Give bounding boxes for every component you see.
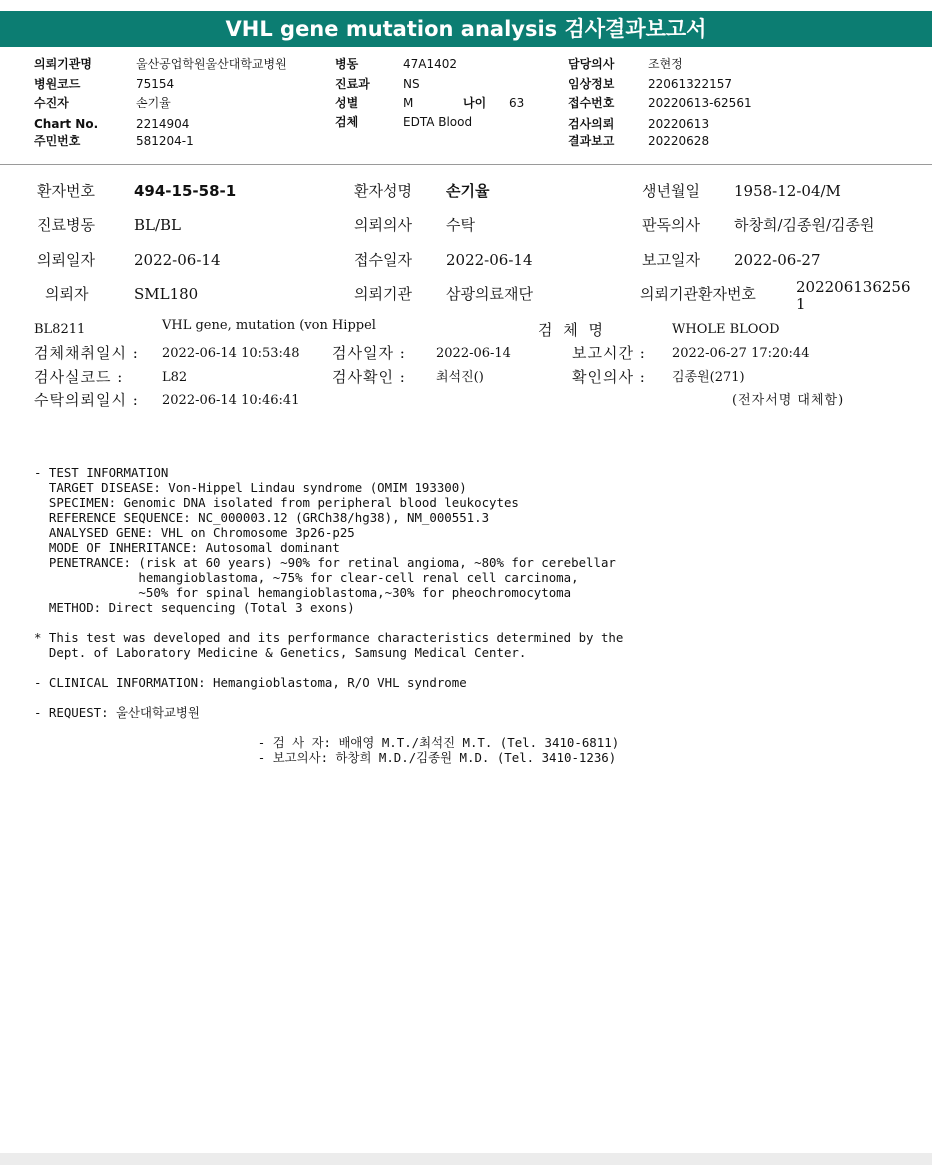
patient-label: 의뢰기관환자번호 — [640, 285, 756, 303]
hdr-label: 결과보고 — [568, 134, 615, 148]
reporttime-value: 2022-06-27 17:20:44 — [672, 346, 810, 361]
report-line: METHOD: Direct sequencing (Total 3 exons) — [34, 600, 355, 615]
patient-value: 1958-12-04/M — [734, 182, 841, 200]
collect-value: 2022-06-14 10:53:48 — [162, 346, 300, 361]
patient-value: 하창희/김종원/김종원 — [734, 216, 875, 234]
hdr-label: 병원코드 — [34, 77, 81, 91]
hdr-value: 2214904 — [136, 117, 190, 131]
report-title: VHL gene mutation analysis 검사결과보고서 — [0, 11, 932, 47]
testdate-label: 검사일자 : — [332, 344, 406, 362]
report-line: MODE OF INHERITANCE: Autosomal dominant — [34, 540, 340, 555]
confirm-label: 검사확인 : — [332, 368, 406, 386]
labcode-label: 검사실코드 : — [34, 368, 124, 386]
patient-label: 판독의사 — [642, 216, 700, 234]
hdr-value: 581204-1 — [136, 134, 194, 148]
hdr-label: 담당의사 — [568, 57, 615, 71]
report-line: - 보고의사: 하창희 M.D./김종원 M.D. (Tel. 3410-1236) — [34, 750, 617, 765]
patient-value: 2022-06-27 — [734, 251, 821, 269]
hdr-value: 손기율 — [136, 96, 171, 110]
report-line: - 검 사 자: 배애영 M.T./최석진 M.T. (Tel. 3410-6811) — [34, 735, 620, 750]
hdr-label: 성별 — [335, 96, 359, 110]
patient-value: SML180 — [134, 285, 199, 303]
report-line: REFERENCE SEQUENCE: NC_000003.12 (GRCh38/hg38), NM_000551.3 — [34, 510, 490, 525]
hdr-label: 병동 — [335, 57, 359, 71]
report-line: TARGET DISEASE: Von-Hippel Lindau syndrome (OMIM 193300) — [34, 480, 467, 495]
outsource-value: 2022-06-14 10:46:41 — [162, 393, 300, 408]
patient-label: 환자성명 — [354, 182, 412, 200]
report-line: - CLINICAL INFORMATION: Hemangioblastoma, R/O VHL syndrome — [34, 675, 467, 690]
hdr-value: M — [403, 96, 414, 110]
testdate-value: 2022-06-14 — [436, 346, 511, 361]
patient-label: 환자번호 — [37, 182, 95, 200]
report-line: * This test was developed and its performance characteristics determined by the — [34, 630, 624, 645]
hdr-value: 63 — [509, 96, 525, 110]
collect-label: 검체채취일시 : — [34, 344, 139, 362]
hdr-value: 조현정 — [648, 57, 683, 71]
hdr-label: 검사의뢰 — [568, 117, 615, 131]
hdr-value: 20220613-62561 — [648, 96, 752, 110]
patient-value: 2022-06-14 — [134, 251, 221, 269]
hdr-value: 20220628 — [648, 134, 710, 148]
patient-label: 접수일자 — [354, 251, 412, 269]
patient-name: 손기율 — [446, 182, 490, 200]
hdr-value: 20220613 — [648, 117, 710, 131]
labcode-value: L82 — [162, 370, 188, 385]
patient-label: 의뢰일자 — [37, 251, 95, 269]
patient-value: 수탁 — [446, 216, 475, 234]
hdr-value: 울산공업학원울산대학교병원 — [136, 57, 287, 71]
hdr-label: 수진자 — [34, 96, 69, 110]
patient-id: 494-15-58-1 — [134, 182, 237, 200]
report-line: SPECIMEN: Genomic DNA isolated from peripheral blood leukocytes — [34, 495, 519, 510]
specimen-value: WHOLE BLOOD — [672, 322, 780, 337]
hdr-label: Chart No. — [34, 117, 99, 131]
report-line: PENETRANCE: (risk at 60 years) ~90% for retinal angioma, ~80% for cerebellar — [34, 555, 616, 570]
patient-value: 삼광의료재단 — [446, 285, 533, 303]
report-line: - REQUEST: 울산대학교병원 — [34, 705, 200, 720]
confirmdr-label: 확인의사 : — [572, 368, 646, 386]
specimen-label: 검 체 명 — [538, 321, 607, 339]
patient-value: 202206136256 — [796, 278, 911, 296]
report-line: ANALYSED GENE: VHL on Chromosome 3p26-p25 — [34, 525, 355, 540]
patient-value: 2022-06-14 — [446, 251, 533, 269]
report-line: hemangioblastoma, ~75% for clear-cell renal cell carcinoma, — [34, 570, 579, 585]
test-code: BL8211 — [34, 322, 86, 337]
confirm-value: 최석진() — [436, 370, 484, 385]
patient-label: 생년월일 — [642, 182, 700, 200]
patient-label: 의뢰의사 — [354, 216, 412, 234]
confirmdr-value: 김종원(271) — [672, 370, 745, 385]
hdr-value: EDTA Blood — [403, 115, 473, 129]
hdr-label: 임상정보 — [568, 77, 615, 91]
patient-label: 의뢰기관 — [354, 285, 412, 303]
hdr-label: 주민번호 — [34, 134, 81, 148]
page-bottom-bar — [0, 1153, 932, 1165]
patient-label: 의뢰자 — [45, 285, 89, 303]
hdr-value: 47A1402 — [403, 57, 458, 71]
outsource-label: 수탁의뢰일시 : — [34, 391, 139, 409]
hdr-value: 75154 — [136, 77, 175, 91]
hdr-value: NS — [403, 77, 420, 91]
hdr-label: 접수번호 — [568, 96, 615, 110]
hdr-value: 22061322157 — [648, 77, 732, 91]
patient-label: 진료병동 — [37, 216, 95, 234]
patient-label: 보고일자 — [642, 251, 700, 269]
report-line: ~50% for spinal hemangioblastoma,~30% for pheochromocytoma — [34, 585, 572, 600]
report-line: - TEST INFORMATION — [34, 465, 169, 480]
patient-value: 1 — [796, 295, 806, 313]
hdr-label: 나이 — [463, 96, 487, 110]
esign-note: (전자서명 대체함) — [732, 393, 845, 408]
patient-value: BL/BL — [134, 216, 182, 234]
test-name: VHL gene, mutation (von Hippel — [162, 318, 376, 333]
report-line: Dept. of Laboratory Medicine & Genetics, Samsung Medical Center. — [34, 645, 527, 660]
hdr-label: 검체 — [335, 115, 359, 129]
hdr-label: 의뢰기관명 — [34, 57, 92, 71]
header-divider — [0, 164, 932, 165]
hdr-label: 진료과 — [335, 77, 370, 91]
reporttime-label: 보고시간 : — [572, 344, 646, 362]
